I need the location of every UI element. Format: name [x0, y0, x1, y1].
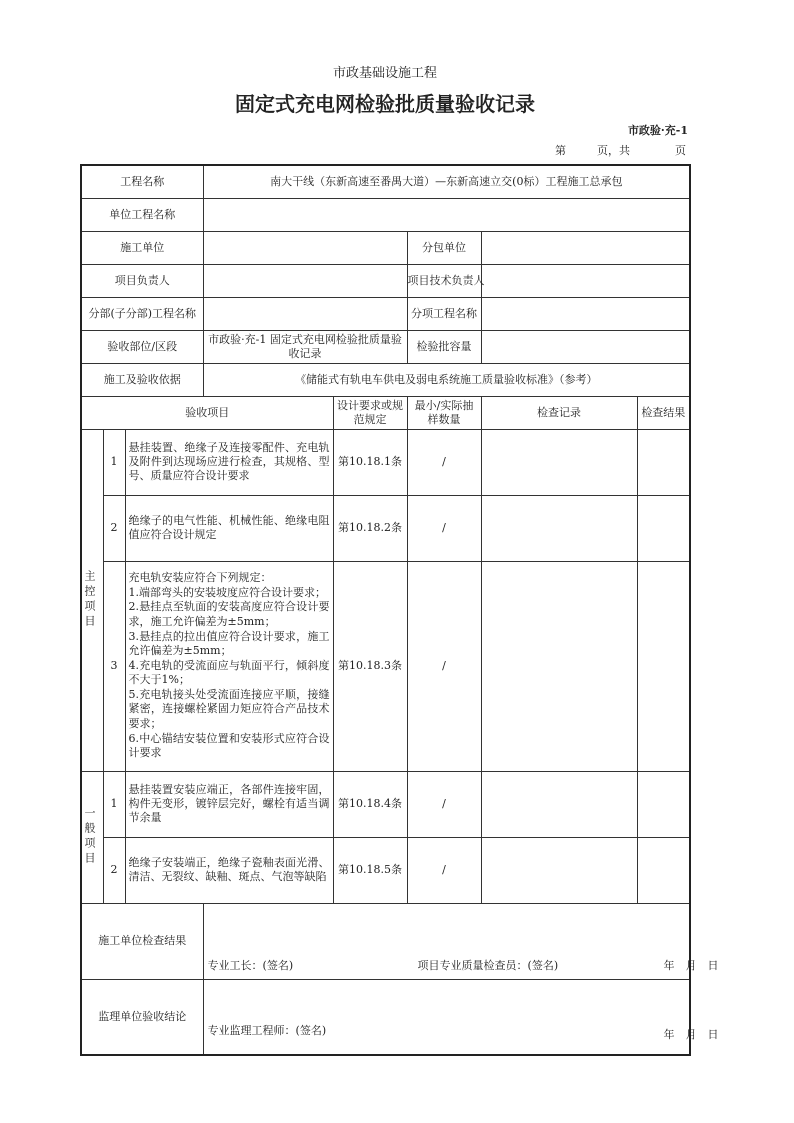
- col-header-design: 设计要求或规范规定: [333, 396, 407, 429]
- form-code: 市政验·充-1: [627, 124, 688, 137]
- table-row: [81, 429, 690, 495]
- main-group-label: [81, 429, 103, 771]
- col-header-item: 验收项目: [81, 396, 333, 429]
- row-unit-project: [81, 198, 690, 231]
- location-label: 验收部位/区段: [81, 330, 203, 363]
- general-item-2-text: 绝缘子安装端正，绝缘子瓷釉表面光滑、清洁、无裂纹、缺釉、斑点、气泡等缺陷: [125, 837, 333, 903]
- inspection-form-table: [80, 164, 719, 1056]
- row-project-name: [81, 165, 690, 198]
- general-item-2-result[interactable]: [637, 837, 690, 903]
- row-division: [81, 297, 690, 330]
- col-header-result: 检查结果: [637, 396, 690, 429]
- main-item-1-clause: 第10.18.1条: [333, 429, 407, 495]
- page-title: 固定式充电网检验批质量验收记录: [235, 92, 535, 116]
- row-column-headers: [81, 396, 690, 429]
- general-group-label-text: 一般项目: [83, 807, 96, 867]
- main-item-2-result[interactable]: [637, 495, 690, 561]
- main-item-3-no: 3: [103, 561, 125, 771]
- page-label-middle: 页，共: [597, 144, 630, 157]
- foreman-signature-label: 专业工长：(签名): [207, 958, 294, 972]
- inspector-signature-label: 项目专业质量检查员：(签名): [417, 958, 559, 972]
- supervisor-conclusion-label: 监理单位验收结论: [81, 979, 203, 1055]
- general-group-label: [81, 771, 103, 903]
- general-item-2-sample: /: [407, 837, 481, 903]
- project-name-value: 南大干线（东新高速至番禺大道）—东新高速立交(0标）工程施工总承包: [203, 165, 690, 198]
- main-group-label-text: 主控项目: [83, 570, 96, 630]
- table-row: [81, 495, 690, 561]
- general-item-1-record[interactable]: [481, 771, 637, 837]
- main-item-3-text: 充电轨安装应符合下列规定： 1.端部弯头的安装坡度应符合设计要求； 2.悬挂点至轨面的安装高度应符合设计要求，施工允许偏差为±5mm； 3.悬挂点的拉出值应符合设计要求，施工允许偏差为±5mm； 4.充电轨的受流面应与轨面平行，倾斜度不大于1%； 5.充电轨接头处受流面连接应平顺，接缝紧密，连接螺栓紧固力矩应符合产品技术要求； 6.中心锚结安装位置和安装形式应符合设计要求: [125, 561, 333, 771]
- capacity-value[interactable]: [481, 330, 690, 363]
- main-item-1-record[interactable]: [481, 429, 637, 495]
- table-row: [81, 837, 690, 903]
- division-value[interactable]: [203, 297, 407, 330]
- main-item-3-clause: 第10.18.3条: [333, 561, 407, 771]
- engineer-signature-label: 专业监理工程师：(签名): [207, 1024, 327, 1037]
- main-item-3-sample: /: [407, 561, 481, 771]
- page-label-last: 页: [675, 144, 686, 157]
- subitem-label: 分项工程名称: [407, 297, 481, 330]
- main-item-2-record[interactable]: [481, 495, 637, 561]
- contractor-date: 年 月 日: [663, 958, 719, 972]
- row-contractor-signoff: [81, 903, 690, 979]
- subitem-value[interactable]: [481, 297, 690, 330]
- main-item-1-no: 1: [103, 429, 125, 495]
- main-item-2-no: 2: [103, 495, 125, 561]
- unit-project-label: 单位工程名称: [81, 198, 203, 231]
- main-item-3-record[interactable]: [481, 561, 637, 771]
- general-item-1-sample: /: [407, 771, 481, 837]
- page-subtitle: 市政基础设施工程: [332, 66, 437, 81]
- location-value: 市政验·充-1 固定式充电网检验批质量验收记录: [203, 330, 407, 363]
- general-item-1-result[interactable]: [637, 771, 690, 837]
- main-item-2-text: 绝缘子的电气性能、机械性能、绝缘电阻值应符合设计规定: [125, 495, 333, 561]
- col-header-record: 检查记录: [481, 396, 637, 429]
- general-item-1-no: 1: [103, 771, 125, 837]
- general-item-2-record[interactable]: [481, 837, 637, 903]
- supervisor-conclusion-area[interactable]: [203, 979, 719, 1055]
- col-header-sample: 最小/实际抽样数量: [407, 396, 481, 429]
- table-row: [81, 561, 690, 771]
- general-item-1-text: 悬挂装置安装应端正，各部件连接牢固，构件无变形，镀锌层完好，螺栓有适当调节余量: [125, 771, 333, 837]
- contractor-result-area[interactable]: [203, 903, 719, 979]
- subcontractor-label: 分包单位: [407, 231, 481, 264]
- main-item-2-clause: 第10.18.2条: [333, 495, 407, 561]
- basis-value: 《储能式有轨电车供电及弱电系统施工质量验收标准》（参考）: [203, 363, 690, 396]
- row-location: [81, 330, 690, 363]
- main-item-2-sample: /: [407, 495, 481, 561]
- pm-label: 项目负责人: [81, 264, 203, 297]
- basis-label: 施工及验收依据: [81, 363, 203, 396]
- contractor-value[interactable]: [203, 231, 407, 264]
- page-label-first: 第: [555, 144, 566, 157]
- row-project-lead: [81, 264, 690, 297]
- tech-lead-value[interactable]: [481, 264, 690, 297]
- tech-lead-label: 项目技术负责人: [407, 264, 481, 297]
- supervisor-date: 年 月 日: [663, 1028, 719, 1041]
- contractor-label: 施工单位: [81, 231, 203, 264]
- main-item-1-sample: /: [407, 429, 481, 495]
- project-name-label: 工程名称: [81, 165, 203, 198]
- general-item-2-no: 2: [103, 837, 125, 903]
- pm-value[interactable]: [203, 264, 407, 297]
- contractor-result-label: 施工单位检查结果: [81, 903, 203, 979]
- general-item-2-clause: 第10.18.5条: [333, 837, 407, 903]
- row-contractor: [81, 231, 690, 264]
- subcontractor-value[interactable]: [481, 231, 690, 264]
- main-item-1-text: 悬挂装置、绝缘子及连接零配件、充电轨及附件到达现场应进行检查，其规格、型号、质量应符合设计要求: [125, 429, 333, 495]
- capacity-label: 检验批容量: [407, 330, 481, 363]
- main-item-3-result[interactable]: [637, 561, 690, 771]
- table-row: [81, 771, 690, 837]
- main-item-1-result[interactable]: [637, 429, 690, 495]
- unit-project-value[interactable]: [203, 198, 690, 231]
- general-item-1-clause: 第10.18.4条: [333, 771, 407, 837]
- row-supervisor-signoff: [81, 979, 690, 1055]
- row-basis: [81, 363, 690, 396]
- division-label: 分部(子分部)工程名称: [81, 297, 203, 330]
